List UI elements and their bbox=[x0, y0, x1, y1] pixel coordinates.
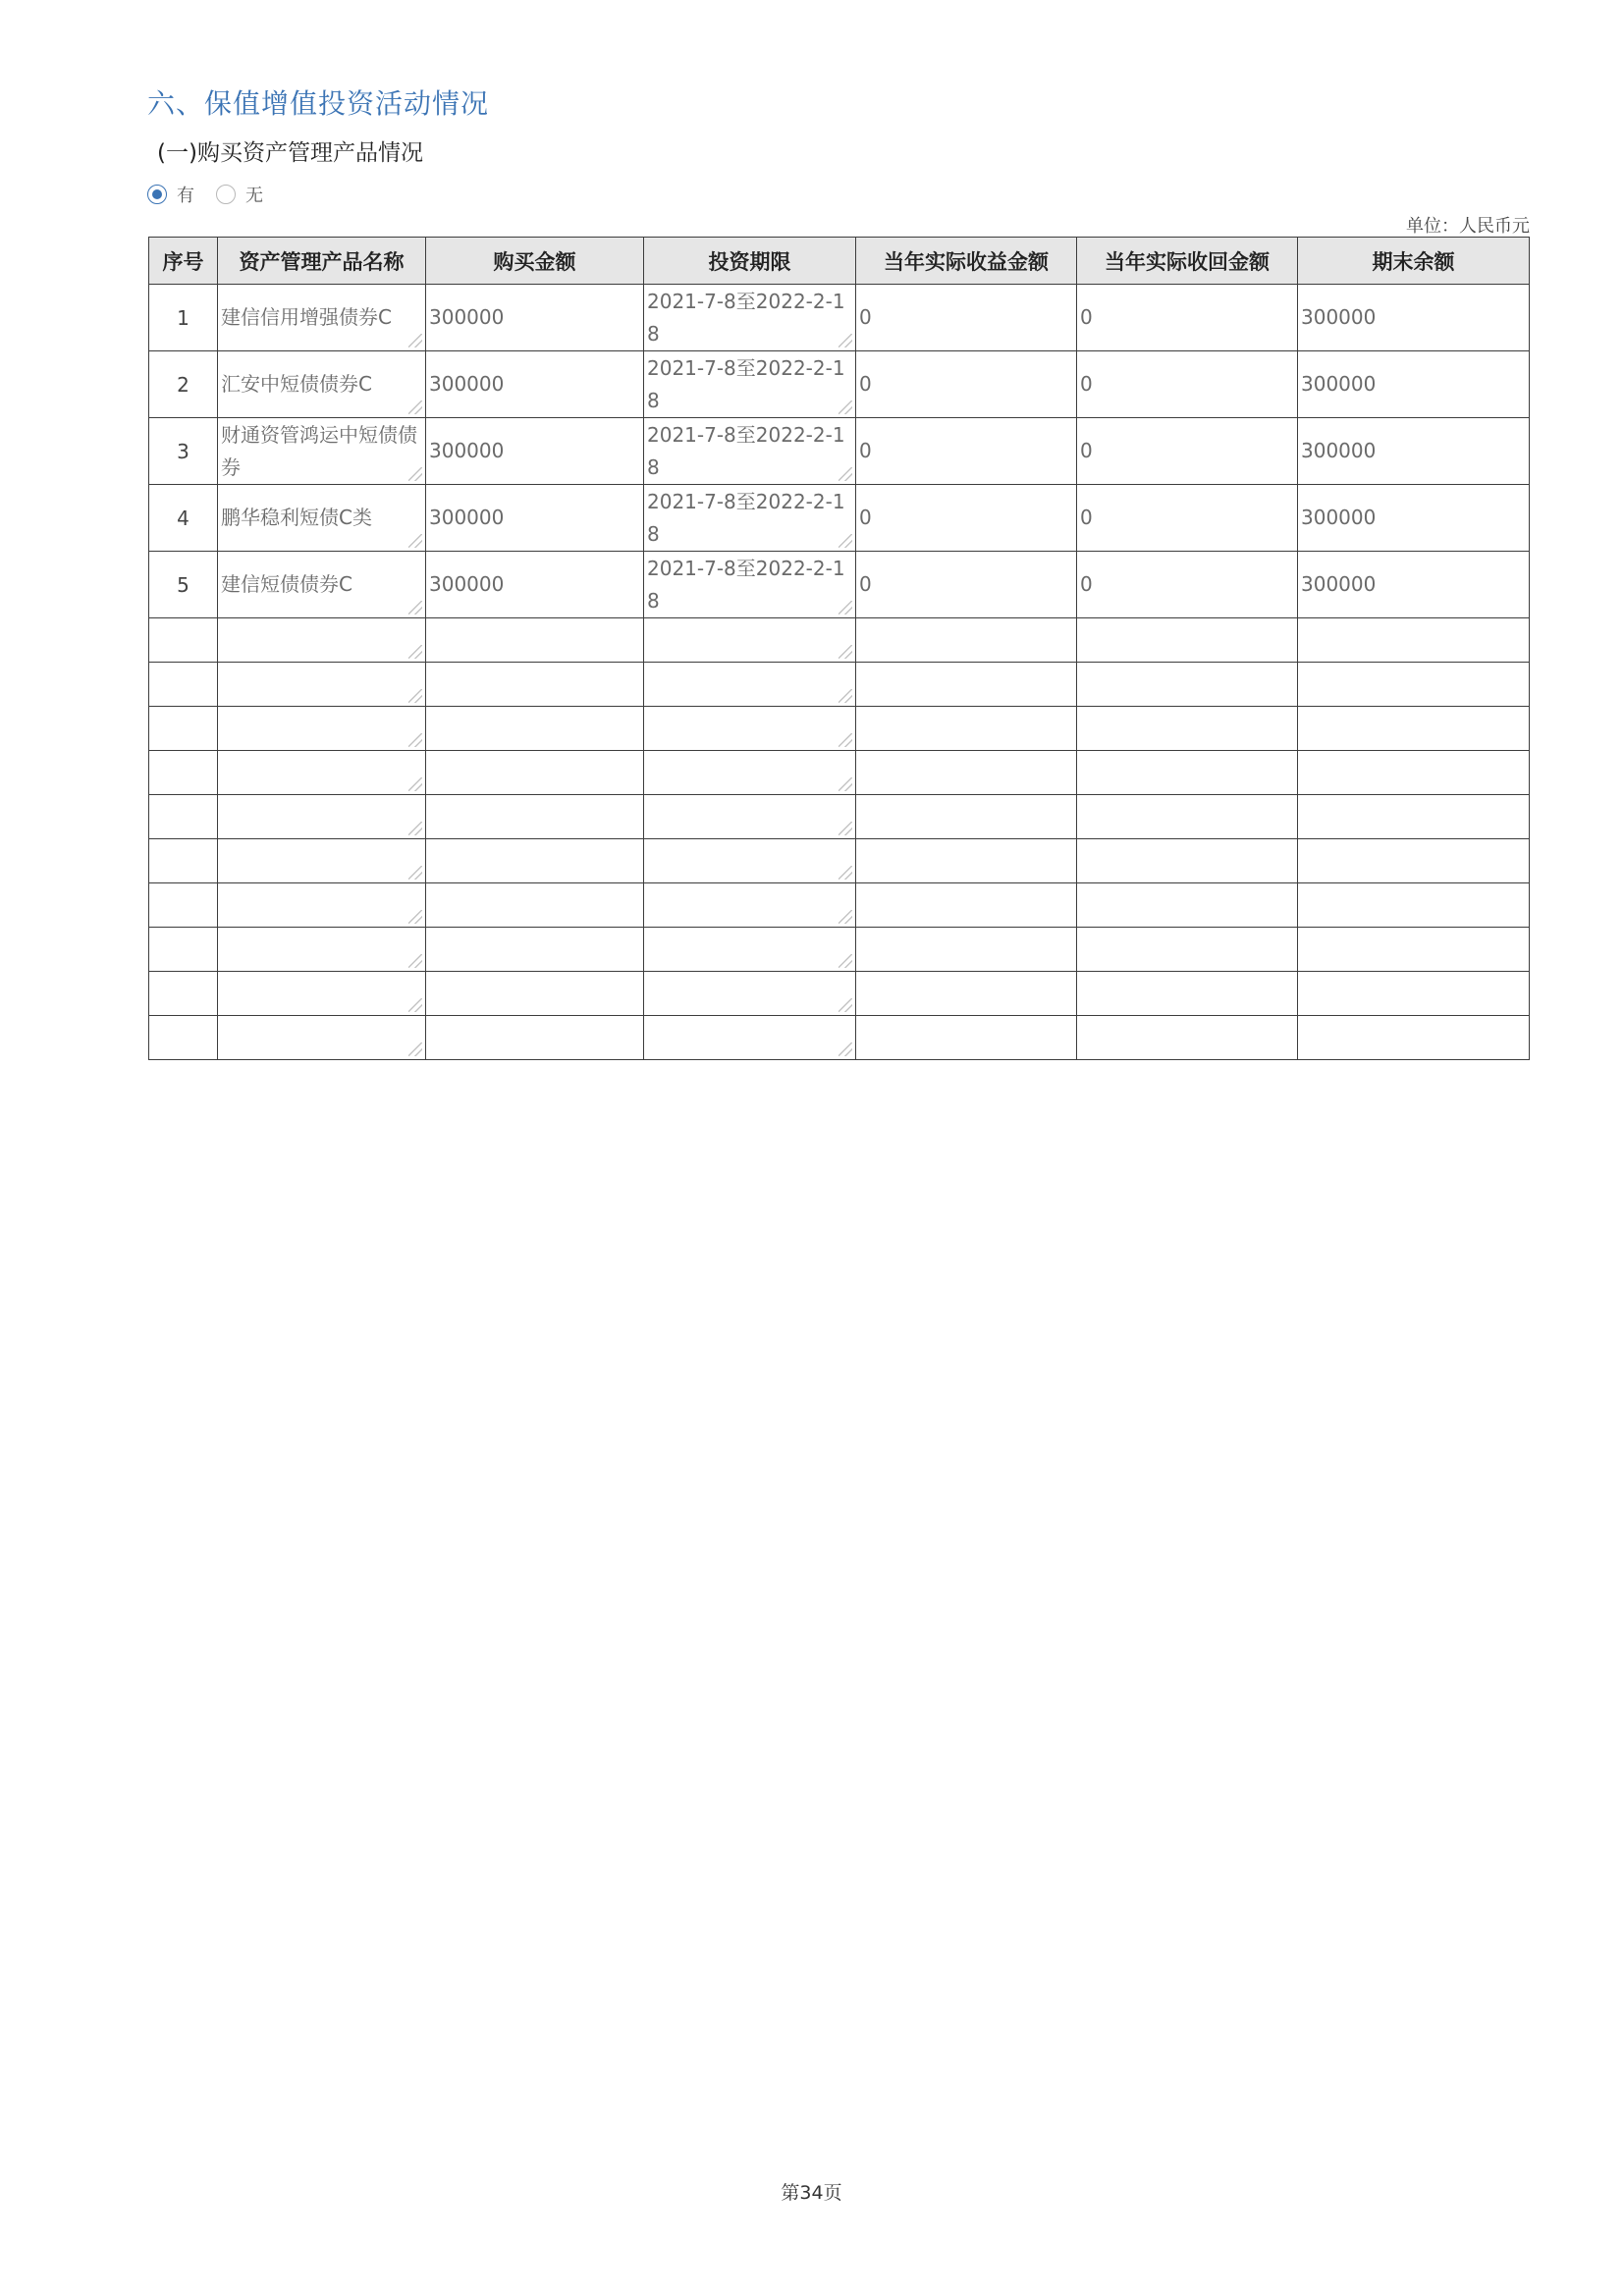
empty-table-row bbox=[149, 618, 1530, 663]
empty-input-cell[interactable] bbox=[1077, 618, 1298, 663]
table-row bbox=[149, 552, 1530, 618]
empty-textarea[interactable] bbox=[644, 663, 855, 706]
empty-table-row bbox=[149, 795, 1530, 839]
empty-input-cell[interactable] bbox=[426, 795, 644, 839]
empty-input-cell[interactable] bbox=[218, 883, 426, 928]
empty-input-cell[interactable] bbox=[856, 839, 1077, 883]
row-seq: 1 bbox=[149, 285, 218, 351]
empty-textarea[interactable] bbox=[218, 1016, 425, 1059]
purchase-amount-field-cell bbox=[426, 418, 644, 485]
empty-input-cell[interactable] bbox=[1077, 1016, 1298, 1060]
empty-textarea[interactable] bbox=[218, 751, 425, 794]
ending-balance-field-cell bbox=[1298, 552, 1530, 618]
investment-term-field-cell bbox=[644, 285, 856, 351]
header-product-name: 资产管理产品名称 bbox=[218, 238, 426, 285]
empty-seq-cell bbox=[149, 618, 218, 663]
empty-textarea[interactable] bbox=[218, 928, 425, 971]
empty-textarea[interactable] bbox=[218, 972, 425, 1015]
actual-recovered-field-cell bbox=[1077, 351, 1298, 418]
empty-input-cell[interactable] bbox=[1077, 972, 1298, 1016]
empty-table-row bbox=[149, 928, 1530, 972]
empty-textarea[interactable] bbox=[644, 618, 855, 662]
empty-seq-cell bbox=[149, 707, 218, 751]
subsection-title: (一)购买资产管理产品情况 bbox=[157, 140, 423, 166]
actual-recovered-field-cell bbox=[1077, 552, 1298, 618]
empty-seq-cell bbox=[149, 663, 218, 707]
purchase-amount-field[interactable]: 300000 bbox=[429, 439, 505, 462]
empty-input-cell[interactable] bbox=[1077, 883, 1298, 928]
empty-input-cell[interactable] bbox=[426, 618, 644, 663]
ending-balance-field-cell bbox=[1298, 485, 1530, 552]
product-name-field-cell bbox=[218, 485, 426, 552]
purchase-amount-field-cell bbox=[426, 351, 644, 418]
investment-term-field[interactable]: 2021-7-8至2022-2-18 bbox=[644, 418, 855, 484]
actual-recovered-field-cell bbox=[1077, 285, 1298, 351]
empty-input-cell[interactable] bbox=[856, 972, 1077, 1016]
actual-income-field-cell bbox=[856, 418, 1077, 485]
product-name-field-cell bbox=[218, 351, 426, 418]
investment-term-field-cell bbox=[644, 418, 856, 485]
empty-textarea[interactable] bbox=[644, 928, 855, 971]
empty-input-cell[interactable] bbox=[218, 618, 426, 663]
product-name-field[interactable]: 建信短债债券C bbox=[218, 552, 425, 617]
radio-option-no[interactable] bbox=[216, 182, 263, 207]
empty-input-cell[interactable] bbox=[1077, 751, 1298, 795]
actual-recovered-field[interactable]: 0 bbox=[1080, 572, 1093, 596]
empty-textarea[interactable] bbox=[218, 618, 425, 662]
empty-input-cell[interactable] bbox=[218, 751, 426, 795]
actual-income-field[interactable]: 0 bbox=[859, 372, 872, 396]
header-investment-term: 投资期限 bbox=[644, 238, 856, 285]
empty-input-cell[interactable] bbox=[1298, 751, 1530, 795]
empty-input-cell[interactable] bbox=[218, 1016, 426, 1060]
header-seq: 序号 bbox=[149, 238, 218, 285]
row-seq: 4 bbox=[149, 485, 218, 552]
empty-input-cell[interactable] bbox=[644, 618, 856, 663]
empty-textarea[interactable] bbox=[644, 839, 855, 882]
actual-income-field[interactable]: 0 bbox=[859, 572, 872, 596]
purchase-amount-field[interactable]: 300000 bbox=[429, 572, 505, 596]
empty-textarea[interactable] bbox=[644, 972, 855, 1015]
purchase-amount-field-cell bbox=[426, 485, 644, 552]
empty-input-cell[interactable] bbox=[644, 972, 856, 1016]
actual-income-field-cell bbox=[856, 351, 1077, 418]
empty-input-cell[interactable] bbox=[1298, 663, 1530, 707]
ending-balance-field-cell bbox=[1298, 351, 1530, 418]
empty-seq-cell bbox=[149, 751, 218, 795]
empty-input-cell[interactable] bbox=[856, 928, 1077, 972]
empty-textarea[interactable] bbox=[218, 795, 425, 838]
empty-textarea[interactable] bbox=[644, 707, 855, 750]
product-name-field[interactable]: 财通资管鸿运中短债债券 bbox=[218, 418, 425, 484]
actual-recovered-field[interactable]: 0 bbox=[1080, 372, 1093, 396]
purchase-amount-field-cell bbox=[426, 552, 644, 618]
radio-no-label: 无 bbox=[245, 186, 263, 206]
header-purchase-amount: 购买金额 bbox=[426, 238, 644, 285]
empty-input-cell[interactable] bbox=[1077, 663, 1298, 707]
empty-input-cell[interactable] bbox=[644, 883, 856, 928]
empty-input-cell[interactable] bbox=[856, 1016, 1077, 1060]
empty-input-cell[interactable] bbox=[1298, 1016, 1530, 1060]
empty-seq-cell bbox=[149, 972, 218, 1016]
empty-input-cell[interactable] bbox=[1298, 883, 1530, 928]
empty-input-cell[interactable] bbox=[856, 663, 1077, 707]
empty-textarea[interactable] bbox=[644, 751, 855, 794]
investment-term-field-cell bbox=[644, 351, 856, 418]
ending-balance-field-cell bbox=[1298, 418, 1530, 485]
purchase-amount-field-cell bbox=[426, 285, 644, 351]
empty-table-row bbox=[149, 883, 1530, 928]
empty-seq-cell bbox=[149, 883, 218, 928]
product-name-field-cell bbox=[218, 285, 426, 351]
page-number: 第34页 bbox=[781, 2182, 842, 2204]
empty-textarea[interactable] bbox=[218, 663, 425, 706]
actual-recovered-field[interactable]: 0 bbox=[1080, 305, 1093, 329]
investment-term-field[interactable]: 2021-7-8至2022-2-18 bbox=[644, 285, 855, 350]
empty-input-cell[interactable] bbox=[1298, 839, 1530, 883]
header-ending-balance: 期末余额 bbox=[1298, 238, 1530, 285]
row-seq: 5 bbox=[149, 552, 218, 618]
ending-balance-field[interactable]: 300000 bbox=[1301, 506, 1377, 529]
actual-recovered-field-cell bbox=[1077, 418, 1298, 485]
empty-input-cell[interactable] bbox=[644, 707, 856, 751]
empty-input-cell[interactable] bbox=[218, 972, 426, 1016]
radio-yes-label: 有 bbox=[177, 186, 194, 206]
ending-balance-field-cell bbox=[1298, 285, 1530, 351]
header-actual-income: 当年实际收益金额 bbox=[856, 238, 1077, 285]
row-seq: 3 bbox=[149, 418, 218, 485]
empty-textarea[interactable] bbox=[644, 795, 855, 838]
empty-input-cell[interactable] bbox=[1298, 928, 1530, 972]
empty-input-cell[interactable] bbox=[1077, 839, 1298, 883]
row-seq: 2 bbox=[149, 351, 218, 418]
has-products-radio-group bbox=[147, 182, 285, 207]
empty-input-cell[interactable] bbox=[1077, 707, 1298, 751]
empty-textarea[interactable] bbox=[218, 883, 425, 927]
product-name-field[interactable]: 鹏华稳利短债C类 bbox=[218, 485, 425, 551]
product-name-field[interactable]: 建信信用增强债券C bbox=[218, 285, 425, 350]
empty-input-cell[interactable] bbox=[426, 663, 644, 707]
empty-table-row bbox=[149, 1016, 1530, 1060]
empty-input-cell[interactable] bbox=[1298, 707, 1530, 751]
actual-recovered-field[interactable]: 0 bbox=[1080, 506, 1093, 529]
table-row bbox=[149, 351, 1530, 418]
empty-table-row bbox=[149, 839, 1530, 883]
empty-input-cell[interactable] bbox=[426, 839, 644, 883]
empty-seq-cell bbox=[149, 839, 218, 883]
investment-term-field-cell bbox=[644, 552, 856, 618]
empty-input-cell[interactable] bbox=[644, 928, 856, 972]
empty-input-cell[interactable] bbox=[218, 663, 426, 707]
empty-input-cell[interactable] bbox=[644, 795, 856, 839]
actual-income-field-cell bbox=[856, 552, 1077, 618]
empty-input-cell[interactable] bbox=[1298, 618, 1530, 663]
empty-seq-cell bbox=[149, 1016, 218, 1060]
empty-input-cell[interactable] bbox=[856, 707, 1077, 751]
empty-textarea[interactable] bbox=[644, 1016, 855, 1059]
investment-term-field-cell bbox=[644, 485, 856, 552]
empty-input-cell[interactable] bbox=[426, 1016, 644, 1060]
empty-input-cell[interactable] bbox=[218, 707, 426, 751]
table-header-row bbox=[149, 238, 1530, 285]
ending-balance-field[interactable]: 300000 bbox=[1301, 439, 1377, 462]
radio-yes-circle[interactable] bbox=[147, 185, 167, 204]
empty-input-cell[interactable] bbox=[644, 751, 856, 795]
product-name-field[interactable]: 汇安中短债债券C bbox=[218, 351, 425, 417]
header-actual-recovered: 当年实际收回金额 bbox=[1077, 238, 1298, 285]
radio-no-circle[interactable] bbox=[216, 185, 236, 204]
ending-balance-field[interactable]: 300000 bbox=[1301, 305, 1377, 329]
table-body bbox=[149, 285, 1530, 1060]
empty-input-cell[interactable] bbox=[856, 618, 1077, 663]
empty-textarea[interactable] bbox=[218, 839, 425, 882]
empty-input-cell[interactable] bbox=[856, 751, 1077, 795]
section-title: 六、保值增值投资活动情况 bbox=[147, 87, 490, 120]
empty-input-cell[interactable] bbox=[426, 751, 644, 795]
empty-input-cell[interactable] bbox=[426, 972, 644, 1016]
product-name-field-cell bbox=[218, 418, 426, 485]
empty-table-row bbox=[149, 751, 1530, 795]
empty-input-cell[interactable] bbox=[426, 883, 644, 928]
ending-balance-field[interactable]: 300000 bbox=[1301, 572, 1377, 596]
actual-income-field-cell bbox=[856, 485, 1077, 552]
currency-unit-label: 单位：人民币元 bbox=[1406, 216, 1530, 237]
investment-term-field[interactable]: 2021-7-8至2022-2-18 bbox=[644, 351, 855, 417]
ending-balance-field[interactable]: 300000 bbox=[1301, 372, 1377, 396]
table-row bbox=[149, 485, 1530, 552]
actual-recovered-field[interactable]: 0 bbox=[1080, 439, 1093, 462]
empty-textarea[interactable] bbox=[218, 707, 425, 750]
table-row bbox=[149, 285, 1530, 351]
investment-term-field[interactable]: 2021-7-8至2022-2-18 bbox=[644, 552, 855, 617]
empty-input-cell[interactable] bbox=[856, 795, 1077, 839]
investment-term-field[interactable]: 2021-7-8至2022-2-18 bbox=[644, 485, 855, 551]
purchase-amount-field[interactable]: 300000 bbox=[429, 372, 505, 396]
empty-input-cell[interactable] bbox=[1298, 795, 1530, 839]
empty-input-cell[interactable] bbox=[644, 1016, 856, 1060]
empty-textarea[interactable] bbox=[644, 883, 855, 927]
actual-income-field[interactable]: 0 bbox=[859, 439, 872, 462]
empty-table-row bbox=[149, 707, 1530, 751]
empty-input-cell[interactable] bbox=[1077, 795, 1298, 839]
empty-input-cell[interactable] bbox=[218, 928, 426, 972]
empty-input-cell[interactable] bbox=[856, 883, 1077, 928]
empty-table-row bbox=[149, 972, 1530, 1016]
purchase-amount-field[interactable]: 300000 bbox=[429, 305, 505, 329]
product-name-field-cell bbox=[218, 552, 426, 618]
actual-income-field-cell bbox=[856, 285, 1077, 351]
empty-input-cell[interactable] bbox=[1298, 972, 1530, 1016]
empty-input-cell[interactable] bbox=[644, 663, 856, 707]
empty-input-cell[interactable] bbox=[1077, 928, 1298, 972]
empty-input-cell[interactable] bbox=[644, 839, 856, 883]
actual-recovered-field-cell bbox=[1077, 485, 1298, 552]
actual-income-field[interactable]: 0 bbox=[859, 305, 872, 329]
table-row bbox=[149, 418, 1530, 485]
actual-income-field[interactable]: 0 bbox=[859, 506, 872, 529]
empty-input-cell[interactable] bbox=[426, 928, 644, 972]
radio-option-yes[interactable] bbox=[147, 182, 194, 207]
purchase-amount-field[interactable]: 300000 bbox=[429, 506, 505, 529]
empty-seq-cell bbox=[149, 795, 218, 839]
asset-management-products-table bbox=[148, 237, 1530, 1060]
empty-seq-cell bbox=[149, 928, 218, 972]
empty-table-row bbox=[149, 663, 1530, 707]
empty-input-cell[interactable] bbox=[218, 795, 426, 839]
empty-input-cell[interactable] bbox=[218, 839, 426, 883]
empty-input-cell[interactable] bbox=[426, 707, 644, 751]
